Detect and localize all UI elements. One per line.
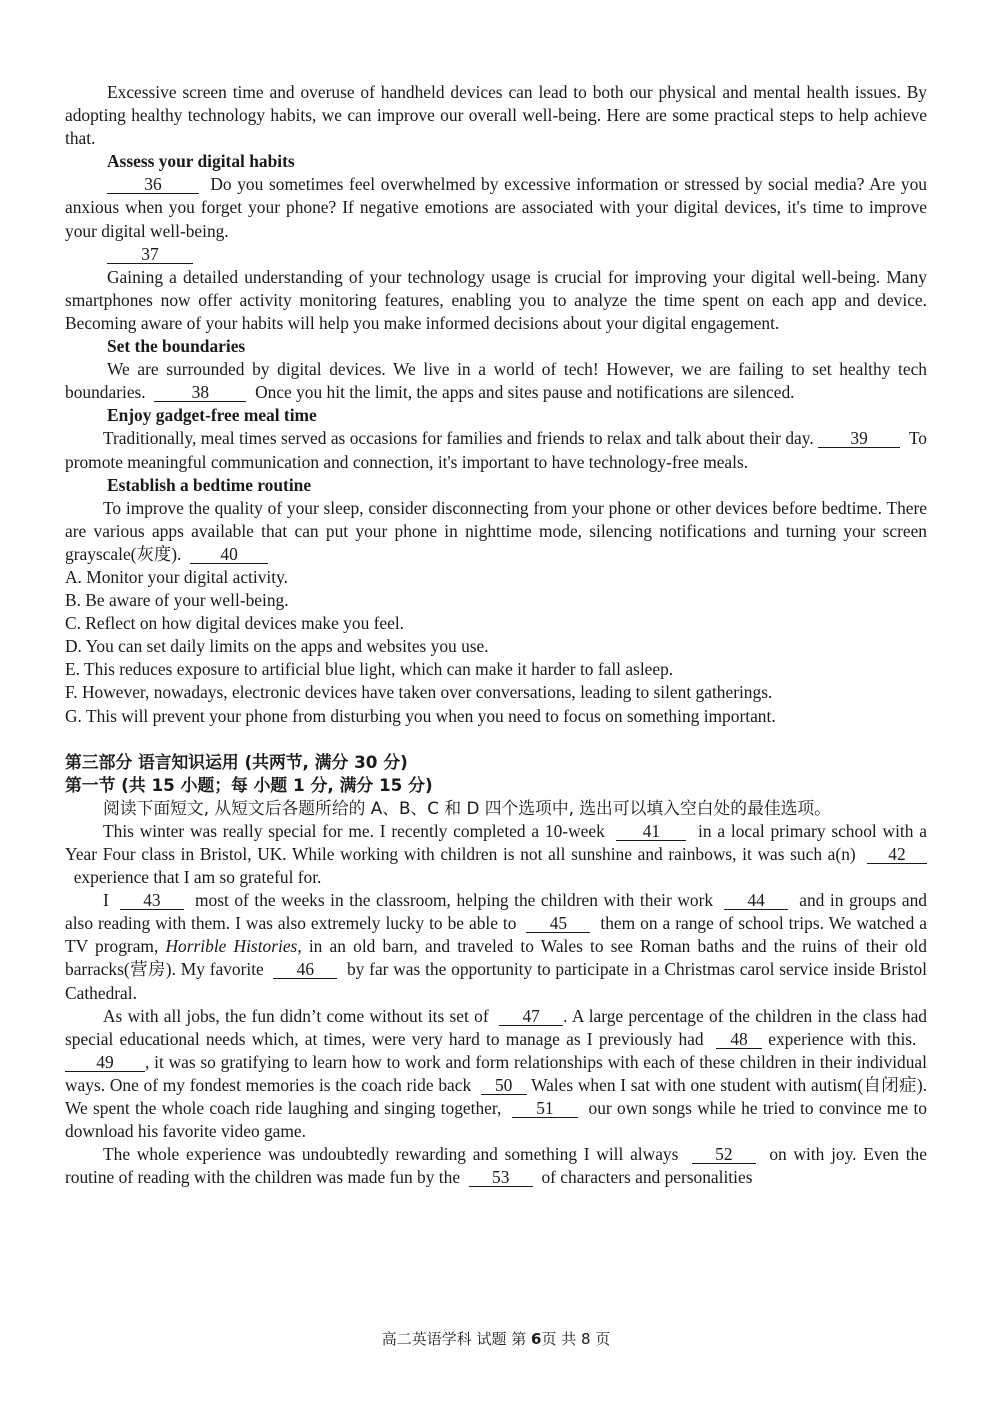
reading-para-1	[65, 173, 927, 242]
option-c: C. Reflect on how digital devices make you feel.	[65, 613, 405, 634]
option-d: D. You can set daily limits on the apps and websites you use.	[65, 636, 489, 657]
reading-para-5	[65, 497, 927, 566]
blank-44: 44	[724, 891, 788, 910]
heading-assess-habits: Assess your digital habits	[107, 151, 295, 172]
heading-set-boundaries: Set the boundaries	[107, 336, 246, 357]
reading-para-blank-37	[65, 243, 927, 266]
heading-bedtime-routine: Establish a bedtime routine	[107, 474, 312, 495]
section-gap	[65, 728, 927, 751]
blank-41: 41	[616, 822, 686, 841]
option-b: B. Be aware of your well-being.	[65, 590, 289, 611]
para-3-text-b: Once you hit the limit, the apps and sites pause and notifications are silenced.	[255, 382, 795, 403]
cloze-text: The whole experience was undoubtedly rewarding and something I will always	[103, 1144, 679, 1165]
section-3-title: 第三部分 语言知识运用 (共两节, 满分 30 分)	[65, 751, 408, 772]
option-f: F. However, nowadays, electronic devices have taken over conversations, leading to silent gatherings.	[65, 682, 773, 703]
cloze-text: Wales when I sat with one student with autism(自闭症). We spent the whole coach ride laughing and singing together,	[65, 1074, 927, 1119]
blank-50: 50	[481, 1076, 527, 1095]
blank-53: 53	[469, 1168, 533, 1187]
cloze-text: our own songs while he tried to convince me to download his favorite video game.	[65, 1098, 927, 1142]
blank-45: 45	[526, 914, 590, 933]
para-4-text-a: Traditionally, meal times served as occasions for families and friends to relax and talk about their day.	[103, 428, 814, 449]
cloze-para-2	[65, 889, 927, 1004]
cloze-text: of characters and personalities	[541, 1167, 753, 1188]
cloze-text: experience that I am so grateful for.	[73, 867, 322, 888]
cloze-text: As with all jobs, the fun didn’t come without its set of	[103, 1005, 489, 1026]
reading-intro: Excessive screen time and overuse of handheld devices can lead to both our physical and mental health issues. By adopting healthy technology habits, we can improve our overall well-being. Here are some practical steps to help achieve that.	[65, 82, 927, 149]
exam-page	[65, 81, 927, 1189]
cloze-para-4	[65, 1143, 927, 1189]
option-e: E. This reduces exposure to artificial blue light, which can make it harder to fall asleep.	[65, 659, 674, 680]
cloze-text: in a local primary school with a Year Four class in Bristol, UK. While working with children is not all sunshine and rainbows, it was such a(n)	[65, 820, 927, 864]
para-5-text: To improve the quality of your sleep, consider disconnecting from your phone or other devices before bedtime. There are various apps available that can put your phone in nighttime mode, silencing notifications and turning your screen grayscale(灰度).	[65, 497, 927, 564]
section-3-instructions: 阅读下面短文, 从短文后各题所给的 A、B、C 和 D 四个选项中, 选出可以填入空白处的最佳选项。	[103, 797, 831, 818]
blank-42: 42	[867, 845, 927, 864]
cloze-text: I	[103, 890, 109, 911]
cloze-text: . A large percentage of the children in the class had special educational needs which, at times, were very hard to manage as I previously had	[65, 1005, 927, 1049]
blank-38: 38	[154, 383, 246, 402]
footer-text-1: 高二英语学科 试题 第	[381, 1330, 527, 1348]
footer-page-number: 6	[531, 1330, 542, 1348]
option-a: A. Monitor your digital activity.	[65, 566, 288, 587]
para-3-text-a: We are surrounded by digital devices. We live in a world of tech! However, we are failing to set healthy tech boundaries.	[65, 359, 927, 403]
reading-para-4	[65, 427, 927, 473]
section-3-subtitle: 第一节 (共 15 小题；每 小题 1 分, 满分 15 分)	[65, 774, 433, 795]
cloze-text: by far was the opportunity to participate in a Christmas carol service inside Bristol Cathedral.	[65, 959, 927, 1003]
cloze-text: , it was so gratifying to learn how to work and form relationships with each of these children in their individual ways. One of my fondest memories is the coach ride back	[65, 1051, 927, 1095]
blank-40: 40	[190, 545, 268, 564]
blank-39: 39	[818, 429, 900, 448]
cloze-text: most of the weeks in the classroom, helping the children with their work	[194, 890, 714, 911]
reading-para-2: Gaining a detailed understanding of your technology usage is crucial for improving your digital well-being. Many smartphones now offer activity monitoring features, enabling you to analyze the time spent on each app and device. Becoming aware of your habits will help you make informed decisions about your digital engagement.	[65, 266, 927, 333]
cloze-text: them on a range of school trips. We watched a TV program,	[65, 913, 927, 957]
cloze-text: This winter was really special for me. I recently completed a 10-week	[103, 820, 605, 841]
cloze-para-3	[65, 1005, 927, 1144]
para-4-text-b: To promote meaningful communication and connection, it's important to have technology-free meals.	[65, 428, 927, 472]
cloze-text: experience with this.	[768, 1028, 917, 1049]
blank-37: 37	[107, 245, 193, 264]
blank-36: 36	[107, 175, 199, 194]
cloze-para-1	[65, 820, 927, 889]
para-1-text: Do you sometimes feel overwhelmed by excessive information or stressed by social media? Are you anxious when you forget your phone? If negative emotions are associated with your digital devices, it's time to improve your digital well-being.	[65, 174, 927, 241]
blank-52: 52	[692, 1145, 756, 1164]
cloze-text: , in an old barn, and traveled to Wales to see Roman baths and the ruins of their old barracks(营房). My favorite	[65, 936, 927, 980]
tv-program-title: Horrible Histories	[165, 936, 298, 957]
page-footer	[0, 1328, 992, 1349]
blank-43: 43	[120, 891, 184, 910]
cloze-text: and in groups and also reading with them. I was also extremely lucky to be able to	[65, 890, 927, 934]
blank-51: 51	[512, 1099, 578, 1118]
blank-49: 49	[65, 1053, 145, 1072]
blank-48: 48	[716, 1030, 762, 1049]
option-g: G. This will prevent your phone from disturbing you when you need to focus on something important.	[65, 705, 776, 726]
heading-gadget-free-meal: Enjoy gadget-free meal time	[107, 405, 317, 426]
blank-46: 46	[273, 960, 337, 979]
blank-47: 47	[499, 1007, 563, 1026]
footer-text-2: 页 共 8 页	[541, 1330, 611, 1348]
reading-para-3	[65, 358, 927, 404]
cloze-text: on with joy. Even the routine of reading with the children was made fun by the	[65, 1144, 927, 1188]
